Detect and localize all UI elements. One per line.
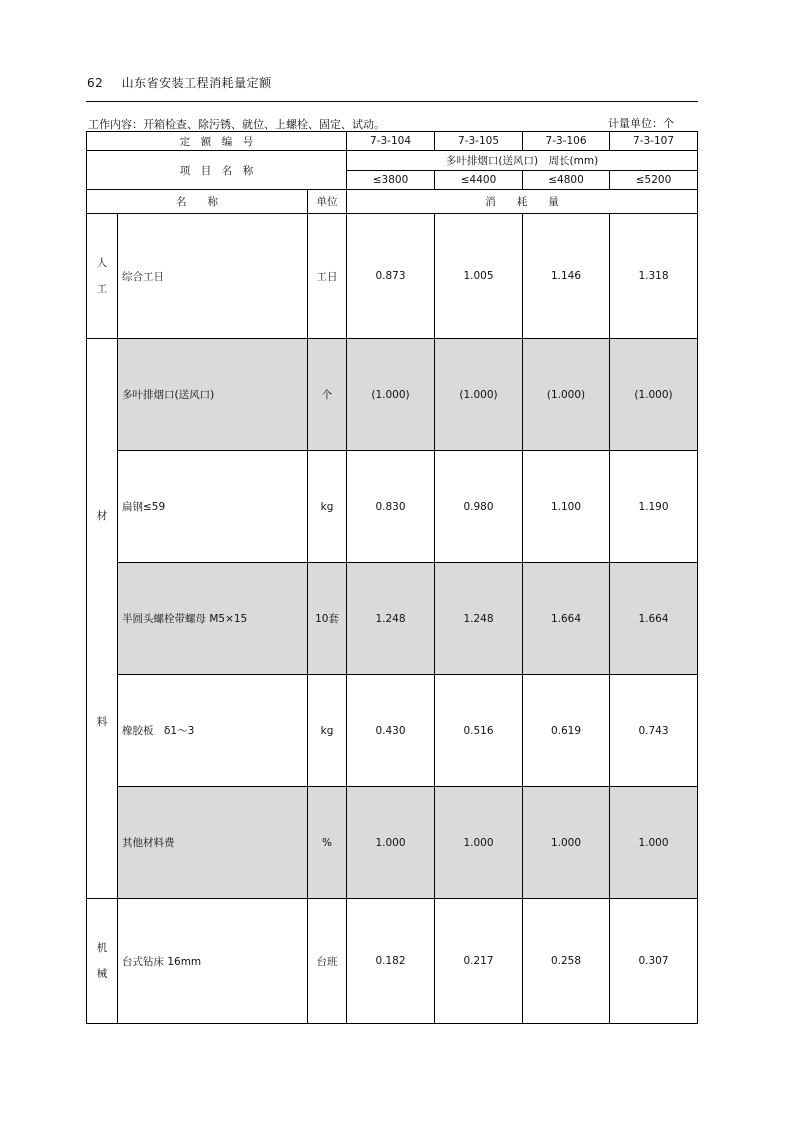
row-value: 1.000 — [347, 787, 435, 899]
size-value: ≤4400 — [435, 171, 523, 190]
quota-table — [86, 131, 698, 1024]
category-material: 材 料 — [87, 339, 118, 899]
row-value: (1.000) — [610, 339, 698, 451]
row-unit: 工日 — [308, 214, 347, 339]
row-unit: 台班 — [308, 899, 347, 1024]
row-value: 1.100 — [523, 451, 610, 563]
row-value: 1.248 — [347, 563, 435, 675]
quota-code: 7-3-107 — [610, 132, 698, 151]
category-labor: 人 工 — [87, 214, 118, 339]
row-value: 0.980 — [435, 451, 523, 563]
table-row — [87, 563, 698, 675]
row-name: 扁钢≤59 — [118, 451, 308, 563]
row-value: 1.664 — [610, 563, 698, 675]
size-value: ≤5200 — [610, 171, 698, 190]
table-row — [87, 339, 698, 451]
row-value: 0.258 — [523, 899, 610, 1024]
row-unit: 个 — [308, 339, 347, 451]
col-unit-header: 单位 — [308, 190, 347, 214]
quota-code: 7-3-105 — [435, 132, 523, 151]
row-value: 1.005 — [435, 214, 523, 339]
row-value: 0.307 — [610, 899, 698, 1024]
row-value: 1.248 — [435, 563, 523, 675]
row-value: 0.430 — [347, 675, 435, 787]
item-group: 多叶排烟口(送风口) 周长(mm) — [347, 151, 698, 171]
quota-no-label: 定 额 编 号 — [87, 132, 347, 151]
column-header-row — [87, 190, 698, 214]
row-value: 1.000 — [435, 787, 523, 899]
quota-code: 7-3-104 — [347, 132, 435, 151]
row-name: 半圆头螺栓带螺母 M5×15 — [118, 563, 308, 675]
row-value: 0.873 — [347, 214, 435, 339]
row-value: 0.830 — [347, 451, 435, 563]
quota-number-row — [87, 132, 698, 151]
table-row — [87, 214, 698, 339]
row-value: 1.664 — [523, 563, 610, 675]
table-row — [87, 787, 698, 899]
row-name: 橡胶板 δ1～3 — [118, 675, 308, 787]
item-group-row — [87, 151, 698, 171]
page-header — [87, 74, 272, 91]
size-value: ≤3800 — [347, 171, 435, 190]
book-title: 山东省安装工程消耗量定额 — [121, 76, 272, 90]
row-value: 0.516 — [435, 675, 523, 787]
work-content: 工作内容：开箱检查、除污锈、就位、上螺栓、固定、试动。 — [88, 118, 385, 131]
row-value: 0.743 — [610, 675, 698, 787]
row-value: 0.217 — [435, 899, 523, 1024]
page-number: 62 — [87, 76, 104, 90]
row-value: (1.000) — [435, 339, 523, 451]
row-name: 台式钻床 16mm — [118, 899, 308, 1024]
unit-of-measure: 计量单位：个 — [608, 117, 674, 130]
quota-code: 7-3-106 — [523, 132, 610, 151]
row-name: 综合工日 — [118, 214, 308, 339]
row-unit: kg — [308, 451, 347, 563]
item-name-label: 项 目 名 称 — [87, 151, 347, 190]
row-unit: 10套 — [308, 563, 347, 675]
table-row — [87, 451, 698, 563]
row-value: (1.000) — [347, 339, 435, 451]
row-value: 1.146 — [523, 214, 610, 339]
category-machine: 机 械 — [87, 899, 118, 1024]
row-value: 1.000 — [523, 787, 610, 899]
header-rule — [86, 101, 698, 102]
row-value: 0.619 — [523, 675, 610, 787]
table-row — [87, 675, 698, 787]
row-name: 多叶排烟口(送风口) — [118, 339, 308, 451]
row-value: 1.000 — [610, 787, 698, 899]
table-row — [87, 899, 698, 1024]
row-value: 0.182 — [347, 899, 435, 1024]
row-name: 其他材料费 — [118, 787, 308, 899]
size-value: ≤4800 — [523, 171, 610, 190]
row-unit: % — [308, 787, 347, 899]
row-value: 1.318 — [610, 214, 698, 339]
col-consumption-header: 消 耗 量 — [347, 190, 698, 214]
col-name-header: 名 称 — [87, 190, 308, 214]
row-value: (1.000) — [523, 339, 610, 451]
row-unit: kg — [308, 675, 347, 787]
row-value: 1.190 — [610, 451, 698, 563]
